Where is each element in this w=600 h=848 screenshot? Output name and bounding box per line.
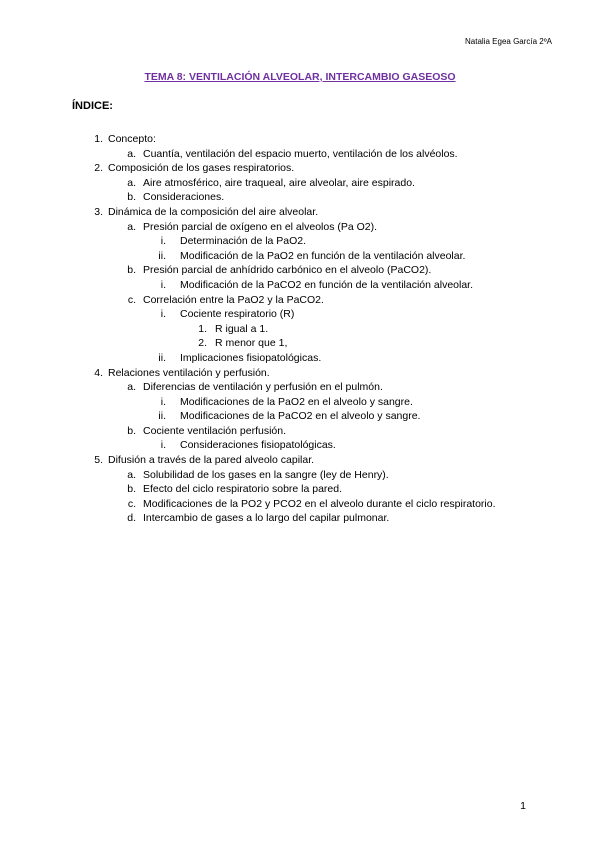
toc-item: [0, 147, 600, 162]
toc-item: [0, 132, 600, 147]
toc-item: [0, 497, 600, 512]
toc-item: [0, 336, 600, 351]
toc-item: [0, 205, 600, 220]
toc-item-text: Efecto del ciclo respiratorio sobre la pared.: [143, 483, 343, 496]
toc-item: [0, 176, 600, 191]
toc-item: [0, 366, 600, 381]
toc-item: [0, 409, 600, 424]
toc-item-text: Modificaciones de la PaCO2 en el alveolo y sangre.: [180, 410, 421, 423]
toc-item: [0, 453, 600, 468]
toc-item-number: b.: [127, 424, 136, 437]
toc-item: [0, 468, 600, 483]
toc-item-number: ii.: [158, 351, 166, 364]
toc-item-text: Diferencias de ventilación y perfusión en el pulmón.: [143, 381, 383, 394]
toc-item: [0, 161, 600, 176]
toc-item-text: Determinación de la PaO2.: [180, 235, 307, 248]
toc-item-number: i.: [160, 395, 166, 408]
toc-item-number: i.: [160, 308, 166, 321]
toc-item-text: Modificaciones de la PaO2 en el alveolo y sangre.: [180, 395, 413, 408]
toc-item-text: Cuantía, ventilación del espacio muerto, ventilación de los alvéolos.: [143, 147, 458, 160]
toc-item-text: Cociente respiratorio (R): [180, 308, 295, 321]
toc-item-number: 2.: [198, 337, 207, 350]
toc-item-number: a.: [127, 147, 136, 160]
toc-item-number: a.: [127, 220, 136, 233]
toc-item: [0, 293, 600, 308]
toc-item: [0, 511, 600, 526]
toc-item-number: ii.: [158, 249, 166, 262]
toc-item-number: i.: [160, 439, 166, 452]
toc-item-text: Implicaciones fisiopatológicas.: [180, 351, 322, 364]
toc-item-text: Modificaciones de la PO2 y PCO2 en el alveolo durante el ciclo respiratorio.: [143, 497, 496, 510]
toc-item-text: Consideraciones fisiopatológicas.: [180, 439, 336, 452]
toc-item-text: Concepto:: [108, 133, 156, 145]
index-heading: ÍNDICE:: [72, 100, 113, 112]
header-author: Natalia Egea García 2ºA: [465, 37, 552, 46]
toc-item-text: Solubilidad de los gases en la sangre (ley de Henry).: [143, 468, 389, 481]
toc-item: [0, 380, 600, 395]
page-number: 1: [520, 800, 526, 812]
document-title: TEMA 8: VENTILACIÓN ALVEOLAR, INTERCAMBIO GASEOSO: [144, 71, 456, 83]
toc-item: [0, 234, 600, 249]
toc-item-text: Presión parcial de oxígeno en el alveolos (Pa O2).: [143, 220, 378, 233]
toc-item: [0, 190, 600, 205]
toc-item-text: Correlación entre la PaO2 y la PaCO2.: [143, 293, 324, 306]
toc-item-text: Modificación de la PaO2 en función de la ventilación alveolar.: [180, 249, 466, 262]
toc-item: [0, 322, 600, 337]
toc-item-text: Difusión a través de la pared alveolo capilar.: [108, 454, 315, 467]
toc-item: [0, 351, 600, 366]
toc-item-number: c.: [127, 293, 136, 306]
toc-item: [0, 220, 600, 235]
toc-item-number: a.: [127, 381, 136, 394]
toc-item: [0, 482, 600, 497]
toc-item-text: Modificación de la PaCO2 en función de la ventilación alveolar.: [180, 278, 474, 291]
toc-item-text: Consideraciones.: [143, 191, 225, 204]
toc-item-number: 1.: [94, 133, 103, 145]
toc-item-number: i.: [160, 235, 166, 248]
toc-item-number: c.: [127, 497, 136, 510]
toc-item-text: Cociente ventilación perfusión.: [143, 424, 287, 437]
toc-item-number: 3.: [94, 205, 103, 218]
toc-item-number: b.: [127, 483, 136, 496]
toc-item: [0, 395, 600, 410]
toc-item: [0, 278, 600, 293]
toc-item-number: b.: [127, 191, 136, 204]
toc-item-number: ii.: [158, 410, 166, 423]
toc-item-text: Dinámica de la composición del aire alveolar.: [108, 205, 319, 218]
toc-item: [0, 438, 600, 453]
toc-item-number: b.: [127, 264, 136, 277]
toc-item: [0, 249, 600, 264]
toc-item-text: R menor que 1,: [215, 337, 288, 350]
toc-item-number: i.: [160, 278, 166, 291]
toc-item-text: Intercambio de gases a lo largo del capilar pulmonar.: [143, 512, 390, 525]
toc-item-number: 5.: [94, 454, 103, 467]
toc-item-number: 2.: [94, 162, 103, 175]
toc-item-text: Relaciones ventilación y perfusión.: [108, 366, 270, 379]
toc-item-number: 4.: [94, 366, 103, 379]
toc-item-number: a.: [127, 468, 136, 481]
toc-item-number: a.: [127, 176, 136, 189]
toc-item-number: d.: [127, 512, 136, 525]
toc-item-number: 1.: [198, 322, 207, 335]
toc-item-text: R igual a 1.: [215, 322, 269, 335]
toc-item-text: Presión parcial de anhídrido carbónico en el alveolo (PaCO2).: [143, 264, 432, 277]
toc-item-text: Aire atmosférico, aire traqueal, aire alveolar, aire espirado.: [143, 176, 415, 189]
toc-item-text: Composición de los gases respiratorios.: [108, 162, 295, 175]
table-of-contents: [0, 132, 600, 526]
toc-item: [0, 263, 600, 278]
toc-item: [0, 424, 600, 439]
toc-item: [0, 307, 600, 322]
